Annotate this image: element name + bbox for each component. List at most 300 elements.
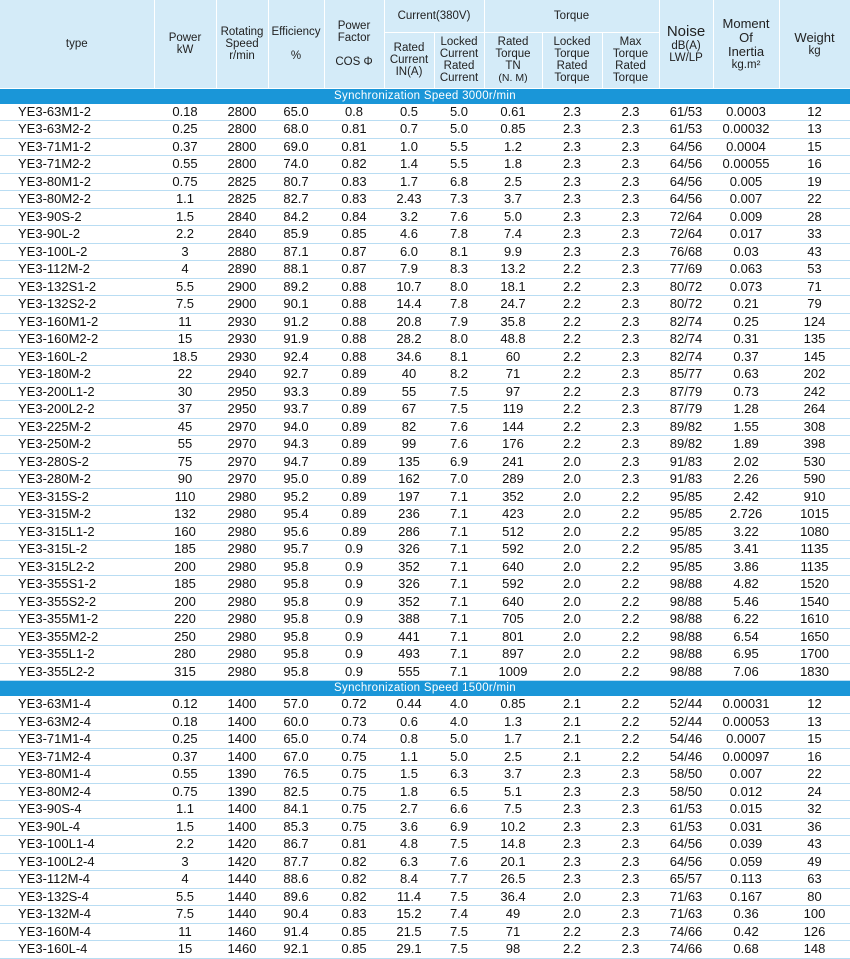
value-cell: 705 (484, 611, 542, 629)
value-cell: 398 (779, 436, 850, 454)
value-cell: 85.9 (268, 226, 324, 244)
value-cell: 0.37 (154, 138, 216, 156)
model-cell: YE3-280M-2 (0, 471, 154, 489)
value-cell: 2.0 (542, 453, 602, 471)
value-cell: 3.41 (713, 541, 779, 559)
value-cell: 2.2 (542, 436, 602, 454)
value-cell: 0.75 (324, 748, 384, 766)
value-cell: 236 (384, 506, 434, 524)
value-cell: 2.3 (542, 121, 602, 139)
table-row (0, 923, 850, 941)
value-cell: 0.74 (324, 731, 384, 749)
header-locked-torque: Locked Torque Rated Torque (542, 32, 602, 88)
value-cell: 2.0 (542, 663, 602, 681)
table-row (0, 593, 850, 611)
value-cell: 2880 (216, 243, 268, 261)
value-cell: 1135 (779, 541, 850, 559)
value-cell: 5.0 (484, 208, 542, 226)
value-cell: 124 (779, 313, 850, 331)
value-cell: 2.0 (542, 646, 602, 664)
value-cell: 2.3 (602, 383, 659, 401)
model-cell: YE3-63M1-4 (0, 696, 154, 713)
value-cell: 1390 (216, 766, 268, 784)
value-cell: 6.54 (713, 628, 779, 646)
header-efficiency: Efficiency % (268, 0, 324, 88)
model-cell: YE3-63M1-2 (0, 104, 154, 121)
value-cell: 87/79 (659, 383, 713, 401)
table-row (0, 261, 850, 279)
value-cell: 52/44 (659, 696, 713, 713)
value-cell: 98/88 (659, 576, 713, 594)
model-cell: YE3-160M1-2 (0, 313, 154, 331)
header-type: type (0, 0, 154, 88)
value-cell: 24.7 (484, 296, 542, 314)
model-cell: YE3-315L-2 (0, 541, 154, 559)
value-cell: 2.1 (542, 748, 602, 766)
value-cell: 2.7 (384, 801, 434, 819)
value-cell: 33 (779, 226, 850, 244)
value-cell: 200 (154, 558, 216, 576)
value-cell: 68.0 (268, 121, 324, 139)
value-cell: 2.2 (542, 923, 602, 941)
value-cell: 95/85 (659, 506, 713, 524)
value-cell: 95.8 (268, 628, 324, 646)
value-cell: 0.37 (713, 348, 779, 366)
value-cell: 2890 (216, 261, 268, 279)
table-row (0, 906, 850, 924)
value-cell: 126 (779, 923, 850, 941)
value-cell: 897 (484, 646, 542, 664)
value-cell: 2980 (216, 541, 268, 559)
table-row (0, 383, 850, 401)
value-cell: 202 (779, 366, 850, 384)
value-cell: 95/85 (659, 523, 713, 541)
value-cell: 0.005 (713, 173, 779, 191)
value-cell: 2.0 (542, 488, 602, 506)
value-cell: 13 (779, 121, 850, 139)
value-cell: 57.0 (268, 696, 324, 713)
value-cell: 87.7 (268, 853, 324, 871)
value-cell: 34.6 (384, 348, 434, 366)
value-cell: 2.3 (542, 853, 602, 871)
value-cell: 3.7 (484, 766, 542, 784)
value-cell: 0.113 (713, 871, 779, 889)
value-cell: 71 (484, 923, 542, 941)
value-cell: 7.0 (434, 471, 484, 489)
value-cell: 200 (154, 593, 216, 611)
value-cell: 0.75 (154, 173, 216, 191)
value-cell: 7.7 (434, 871, 484, 889)
value-cell: 0.73 (324, 713, 384, 731)
value-cell: 0.75 (154, 783, 216, 801)
value-cell: 15 (154, 941, 216, 959)
model-cell: YE3-160L-2 (0, 348, 154, 366)
value-cell: 22 (154, 366, 216, 384)
model-cell: YE3-180M-2 (0, 366, 154, 384)
value-cell: 2.3 (602, 191, 659, 209)
value-cell: 61/53 (659, 121, 713, 139)
value-cell: 8.0 (434, 278, 484, 296)
model-cell: YE3-200L2-2 (0, 401, 154, 419)
value-cell: 135 (384, 453, 434, 471)
value-cell: 2.1 (542, 731, 602, 749)
value-cell: 74.0 (268, 156, 324, 174)
value-cell: 0.0007 (713, 731, 779, 749)
value-cell: 2.3 (602, 278, 659, 296)
value-cell: 2.3 (602, 348, 659, 366)
value-cell: 5.5 (154, 278, 216, 296)
value-cell: 28.2 (384, 331, 434, 349)
value-cell: 55 (384, 383, 434, 401)
value-cell: 197 (384, 488, 434, 506)
value-cell: 2940 (216, 366, 268, 384)
value-cell: 7.1 (434, 558, 484, 576)
value-cell: 2800 (216, 156, 268, 174)
value-cell: 1.4 (384, 156, 434, 174)
value-cell: 5.0 (434, 104, 484, 121)
value-cell: 6.5 (434, 783, 484, 801)
value-cell: 8.4 (384, 871, 434, 889)
value-cell: 95.8 (268, 646, 324, 664)
value-cell: 0.85 (484, 696, 542, 713)
value-cell: 592 (484, 576, 542, 594)
value-cell: 80/72 (659, 296, 713, 314)
value-cell: 6.22 (713, 611, 779, 629)
header-power: Power kW (154, 0, 216, 88)
value-cell: 135 (779, 331, 850, 349)
model-cell: YE3-355M2-2 (0, 628, 154, 646)
value-cell: 95.4 (268, 506, 324, 524)
value-cell: 2930 (216, 331, 268, 349)
value-cell: 2980 (216, 506, 268, 524)
value-cell: 67.0 (268, 748, 324, 766)
value-cell: 32 (779, 801, 850, 819)
header-rated-current: Rated Current IN(A) (384, 32, 434, 88)
value-cell: 1135 (779, 558, 850, 576)
value-cell: 1.7 (384, 173, 434, 191)
value-cell: 89.6 (268, 888, 324, 906)
value-cell: 55 (154, 436, 216, 454)
value-cell: 0.89 (324, 471, 384, 489)
value-cell: 89.2 (268, 278, 324, 296)
value-cell: 64/56 (659, 191, 713, 209)
value-cell: 0.9 (324, 628, 384, 646)
value-cell: 98/88 (659, 593, 713, 611)
value-cell: 2.3 (602, 208, 659, 226)
value-cell: 7.5 (434, 941, 484, 959)
value-cell: 0.89 (324, 453, 384, 471)
value-cell: 289 (484, 471, 542, 489)
table-row (0, 541, 850, 559)
value-cell: 145 (779, 348, 850, 366)
value-cell: 12 (779, 104, 850, 121)
value-cell: 2.42 (713, 488, 779, 506)
value-cell: 72/64 (659, 226, 713, 244)
value-cell: 79 (779, 296, 850, 314)
value-cell: 2.3 (542, 226, 602, 244)
value-cell: 3.2 (384, 208, 434, 226)
table-row (0, 628, 850, 646)
value-cell: 6.3 (384, 853, 434, 871)
value-cell: 2.2 (602, 748, 659, 766)
value-cell: 2.0 (542, 906, 602, 924)
value-cell: 2950 (216, 383, 268, 401)
value-cell: 49 (484, 906, 542, 924)
value-cell: 2.3 (602, 138, 659, 156)
value-cell: 95.8 (268, 593, 324, 611)
value-cell: 2.2 (542, 313, 602, 331)
table-row (0, 471, 850, 489)
value-cell: 95/85 (659, 488, 713, 506)
value-cell: 7.1 (434, 611, 484, 629)
value-cell: 2.3 (602, 104, 659, 121)
value-cell: 1015 (779, 506, 850, 524)
value-cell: 63 (779, 871, 850, 889)
value-cell: 0.00055 (713, 156, 779, 174)
value-cell: 1400 (216, 818, 268, 836)
value-cell: 801 (484, 628, 542, 646)
value-cell: 0.031 (713, 818, 779, 836)
value-cell: 2.3 (602, 941, 659, 959)
value-cell: 0.82 (324, 888, 384, 906)
value-cell: 264 (779, 401, 850, 419)
model-cell: YE3-71M2-2 (0, 156, 154, 174)
table-row (0, 818, 850, 836)
value-cell: 4.8 (384, 836, 434, 854)
value-cell: 0.87 (324, 243, 384, 261)
value-cell: 2.0 (542, 471, 602, 489)
value-cell: 0.87 (324, 261, 384, 279)
model-cell: YE3-63M2-4 (0, 713, 154, 731)
table-row (0, 156, 850, 174)
value-cell: 3 (154, 853, 216, 871)
table-row (0, 748, 850, 766)
model-cell: YE3-132S1-2 (0, 278, 154, 296)
value-cell: 0.81 (324, 836, 384, 854)
value-cell: 1830 (779, 663, 850, 681)
value-cell: 91/83 (659, 453, 713, 471)
value-cell: 15 (779, 731, 850, 749)
value-cell: 48.8 (484, 331, 542, 349)
value-cell: 7.6 (434, 208, 484, 226)
value-cell: 6.9 (434, 453, 484, 471)
value-cell: 162 (384, 471, 434, 489)
model-cell: YE3-100L1-4 (0, 836, 154, 854)
value-cell: 0.61 (484, 104, 542, 121)
value-cell: 7.5 (434, 923, 484, 941)
value-cell: 1400 (216, 801, 268, 819)
value-cell: 87.1 (268, 243, 324, 261)
value-cell: 2980 (216, 646, 268, 664)
value-cell: 0.44 (384, 696, 434, 713)
value-cell: 1400 (216, 696, 268, 713)
model-cell: YE3-90L-4 (0, 818, 154, 836)
value-cell: 2.0 (542, 611, 602, 629)
value-cell: 144 (484, 418, 542, 436)
value-cell: 93.3 (268, 383, 324, 401)
table-row (0, 506, 850, 524)
value-cell: 592 (484, 541, 542, 559)
header-rated-torque: Rated Torque TN (N. M) (484, 32, 542, 88)
model-cell: YE3-355L1-2 (0, 646, 154, 664)
value-cell: 75 (154, 453, 216, 471)
value-cell: 24 (779, 783, 850, 801)
value-cell: 1460 (216, 941, 268, 959)
value-cell: 97 (484, 383, 542, 401)
value-cell: 2980 (216, 488, 268, 506)
value-cell: 2.3 (602, 453, 659, 471)
value-cell: 132 (154, 506, 216, 524)
value-cell: 0.83 (324, 191, 384, 209)
model-cell: YE3-132S2-2 (0, 296, 154, 314)
value-cell: 0.9 (324, 558, 384, 576)
model-cell: YE3-315L1-2 (0, 523, 154, 541)
value-cell: 6.9 (434, 818, 484, 836)
value-cell: 2.2 (542, 348, 602, 366)
value-cell: 71/63 (659, 888, 713, 906)
value-cell: 185 (154, 541, 216, 559)
value-cell: 64/56 (659, 138, 713, 156)
table-row (0, 278, 850, 296)
table-row (0, 296, 850, 314)
value-cell: 2.2 (602, 628, 659, 646)
value-cell: 0.015 (713, 801, 779, 819)
value-cell: 3.7 (484, 191, 542, 209)
value-cell: 352 (484, 488, 542, 506)
value-cell: 2.3 (602, 766, 659, 784)
value-cell: 2.2 (542, 331, 602, 349)
value-cell: 94.7 (268, 453, 324, 471)
value-cell: 91.2 (268, 313, 324, 331)
value-cell: 7.6 (434, 436, 484, 454)
value-cell: 388 (384, 611, 434, 629)
value-cell: 2.2 (602, 611, 659, 629)
table-row (0, 713, 850, 731)
table-row (0, 138, 850, 156)
value-cell: 2.3 (542, 156, 602, 174)
value-cell: 2.2 (542, 261, 602, 279)
value-cell: 0.5 (384, 104, 434, 121)
table-row (0, 941, 850, 959)
value-cell: 84.2 (268, 208, 324, 226)
value-cell: 1400 (216, 731, 268, 749)
value-cell: 0.063 (713, 261, 779, 279)
value-cell: 1.7 (484, 731, 542, 749)
model-cell: YE3-90S-2 (0, 208, 154, 226)
value-cell: 7.5 (434, 383, 484, 401)
value-cell: 6.6 (434, 801, 484, 819)
value-cell: 16 (779, 748, 850, 766)
value-cell: 92.7 (268, 366, 324, 384)
value-cell: 1.8 (484, 156, 542, 174)
value-cell: 2.3 (602, 401, 659, 419)
value-cell: 95.6 (268, 523, 324, 541)
value-cell: 88.6 (268, 871, 324, 889)
value-cell: 60.0 (268, 713, 324, 731)
table-row (0, 731, 850, 749)
value-cell: 65.0 (268, 731, 324, 749)
value-cell: 0.85 (484, 121, 542, 139)
value-cell: 54/46 (659, 731, 713, 749)
value-cell: 0.83 (324, 906, 384, 924)
value-cell: 1.28 (713, 401, 779, 419)
value-cell: 2.3 (542, 191, 602, 209)
value-cell: 1009 (484, 663, 542, 681)
value-cell: 176 (484, 436, 542, 454)
table-row (0, 646, 850, 664)
value-cell: 1.55 (713, 418, 779, 436)
value-cell: 86.7 (268, 836, 324, 854)
value-cell: 8.0 (434, 331, 484, 349)
value-cell: 80 (779, 888, 850, 906)
value-cell: 7.5 (484, 801, 542, 819)
value-cell: 2.3 (602, 313, 659, 331)
value-cell: 1.1 (154, 191, 216, 209)
value-cell: 0.18 (154, 104, 216, 121)
value-cell: 326 (384, 541, 434, 559)
value-cell: 13.2 (484, 261, 542, 279)
value-cell: 36 (779, 818, 850, 836)
value-cell: 0.75 (324, 783, 384, 801)
value-cell: 60 (484, 348, 542, 366)
table-row (0, 366, 850, 384)
model-cell: YE3-63M2-2 (0, 121, 154, 139)
value-cell: 6.3 (434, 766, 484, 784)
value-cell: 1440 (216, 906, 268, 924)
value-cell: 84.1 (268, 801, 324, 819)
value-cell: 5.0 (434, 121, 484, 139)
value-cell: 98/88 (659, 646, 713, 664)
value-cell: 82/74 (659, 348, 713, 366)
value-cell: 0.039 (713, 836, 779, 854)
value-cell: 0.63 (713, 366, 779, 384)
value-cell: 82.5 (268, 783, 324, 801)
model-cell: YE3-160L-4 (0, 941, 154, 959)
value-cell: 8.1 (434, 348, 484, 366)
table-row (0, 801, 850, 819)
value-cell: 61/53 (659, 801, 713, 819)
table-body (0, 88, 850, 958)
value-cell: 2.3 (602, 156, 659, 174)
value-cell: 92.1 (268, 941, 324, 959)
value-cell: 94.3 (268, 436, 324, 454)
value-cell: 2.3 (542, 243, 602, 261)
value-cell: 95.8 (268, 576, 324, 594)
value-cell: 98 (484, 941, 542, 959)
value-cell: 0.007 (713, 191, 779, 209)
header-weight: Weight kg (779, 0, 850, 88)
value-cell: 119 (484, 401, 542, 419)
value-cell: 1.1 (384, 748, 434, 766)
model-cell: YE3-355S1-2 (0, 576, 154, 594)
value-cell: 1400 (216, 713, 268, 731)
value-cell: 5.5 (434, 138, 484, 156)
value-cell: 1.3 (484, 713, 542, 731)
value-cell: 14.8 (484, 836, 542, 854)
header-inertia: Moment Of Inertia kg.m² (713, 0, 779, 88)
value-cell: 5.5 (434, 156, 484, 174)
model-cell: YE3-315L2-2 (0, 558, 154, 576)
value-cell: 2980 (216, 611, 268, 629)
value-cell: 7.1 (434, 541, 484, 559)
value-cell: 2.2 (542, 418, 602, 436)
value-cell: 54/46 (659, 748, 713, 766)
header-power-factor: Power Factor COS Φ (324, 0, 384, 88)
model-cell: YE3-90S-4 (0, 801, 154, 819)
table-row (0, 331, 850, 349)
model-cell: YE3-200L1-2 (0, 383, 154, 401)
value-cell: 0.82 (324, 853, 384, 871)
